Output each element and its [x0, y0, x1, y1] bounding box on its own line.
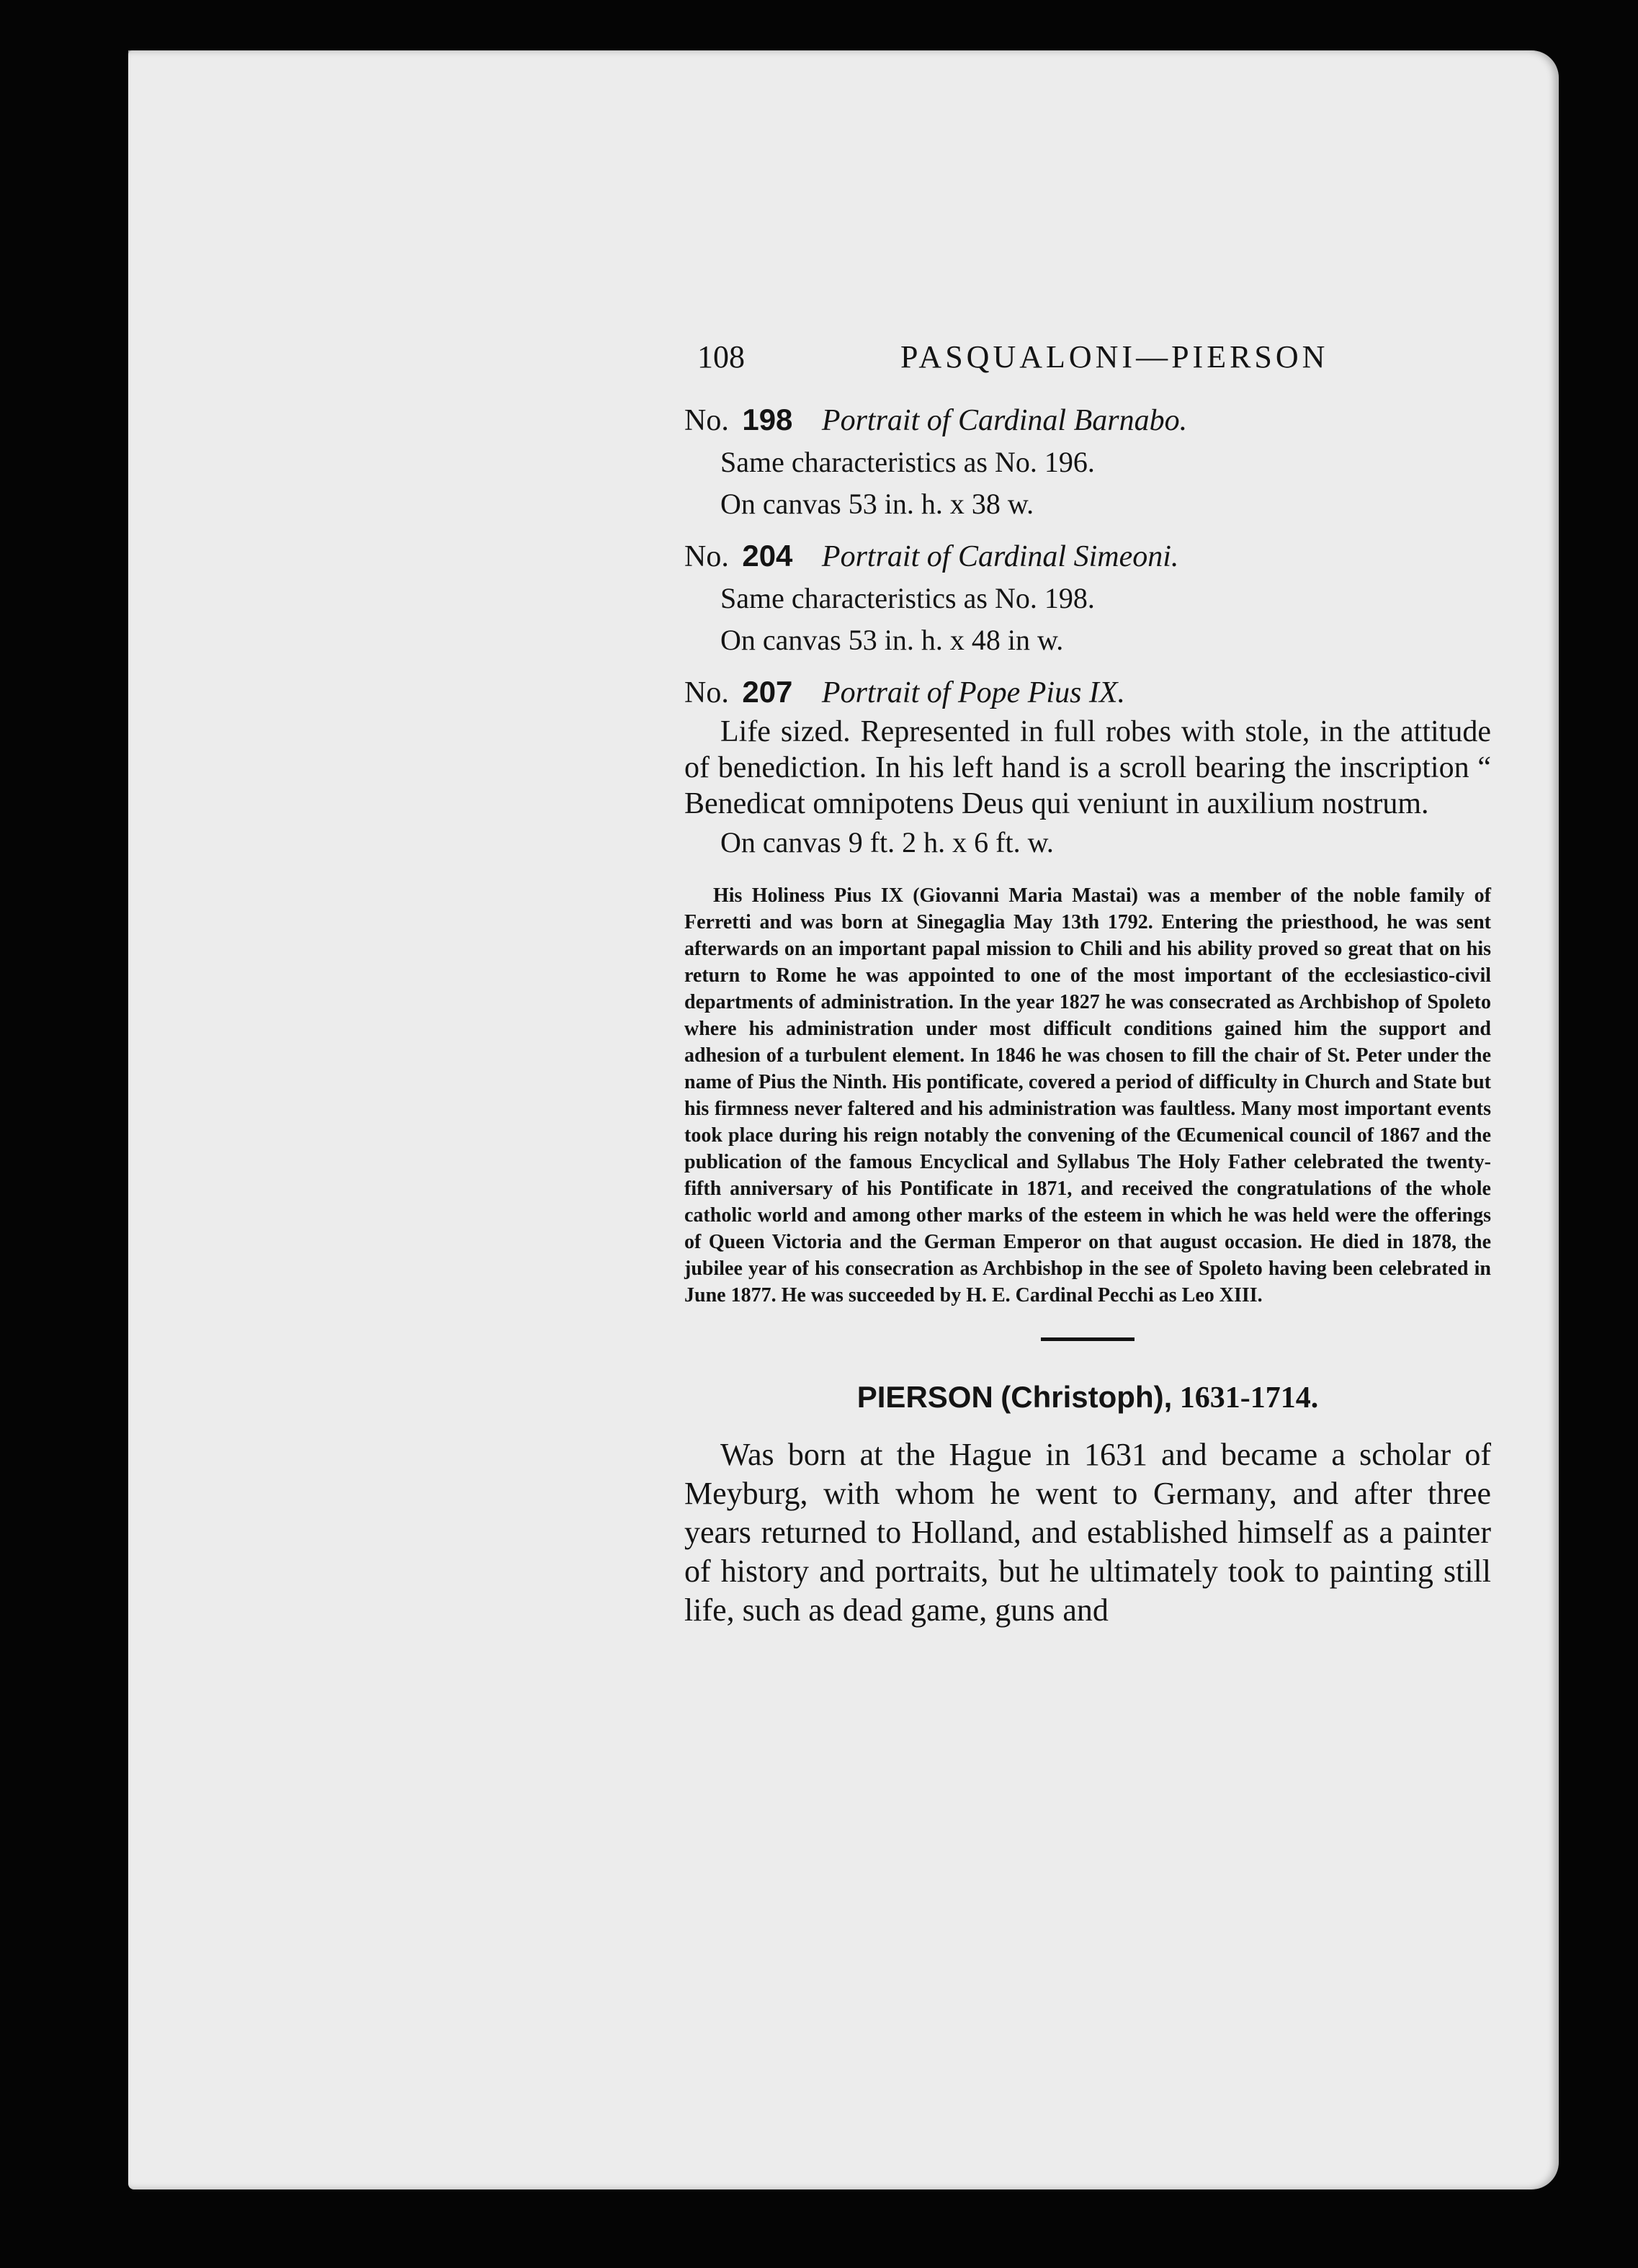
artist-name: PIERSON	[856, 1380, 993, 1414]
page-number: 108	[697, 339, 745, 375]
entry-line: Same characteristics as No. 196.	[720, 446, 1095, 478]
entry-line: On canvas 53 in. h. x 48 in w.	[720, 624, 1064, 656]
entry-canvas-size: On canvas 9 ft. 2 h. x 6 ft. w.	[720, 826, 1054, 859]
artist-given-name: (Christoph),	[1001, 1380, 1173, 1414]
section-heading	[684, 1380, 1491, 1415]
entry-heading	[684, 671, 1491, 714]
catalogue-entry-198	[684, 399, 1491, 525]
entry-number: 207	[742, 675, 793, 709]
running-title: PASQUALONI—PIERSON	[900, 339, 1329, 375]
entry-no-label: No.	[684, 540, 729, 573]
section-divider	[1041, 1337, 1134, 1341]
entry-number: 204	[742, 539, 793, 573]
entry-no-label: No.	[684, 404, 729, 437]
page-content	[684, 339, 1491, 1630]
entry-title: Portrait of Pope Pius IX.	[821, 676, 1126, 709]
entry-title: Portrait of Cardinal Simeoni.	[821, 540, 1179, 573]
entry-line: On canvas 53 in. h. x 38 w.	[720, 488, 1034, 520]
entry-no-label: No.	[684, 676, 729, 709]
entry-number: 198	[742, 403, 793, 436]
entry-heading	[684, 399, 1491, 442]
artist-dates: 1631-1714.	[1179, 1381, 1319, 1415]
running-head	[684, 339, 1491, 389]
catalogue-entry-207	[684, 671, 1491, 864]
biography-note: His Holiness Pius IX (Giovanni Maria Mastai) was a member of the noble family of Ferretti and was born at Sinegaglia May 13th 1792. Entering the priesthood, he was sent afterwards on an important papal mission to Chili and his ability proved so great that on his return to Rome he was appointed to one of the most important of the ecclesiastico-civil departments of administration. In the year 1827 he was consecrated as Archbishop of Spoleto where his administration under most difficult conditions gained him the support and adhesion of a turbulent element. In 1846 he was chosen to fill the chair of St. Peter under the name of Pius the Ninth. His pontificate, covered a period of difficulty in Church and State but his firmness never faltered and his administration was faultless. Many most important events took place during his reign notably the convening of the Œcumenical council of 1867 and the publication of the famous Encyclical and Syllabus The Holy Father celebrated the twenty-fifth anniversary of his Pontificate in 1871, and received the congratulations of the whole catholic world and among other marks of the esteem in which he was held were the offerings of Queen Victoria and the German Emperor on that august occasion. He died in 1878, the jubilee year of his consecration as Archbishop in the see of Spoleto having been celebrated in June 1877. He was succeeded by H. E. Cardinal Pecchi as Leo XIII.	[684, 884, 1491, 1306]
entry-heading	[684, 535, 1491, 578]
artist-biography: Was born at the Hague in 1631 and became a scholar of Meyburg, with whom he went to Germany, and after three years returned to Holland, and established himself as a painter of history and portraits, but he ultimately took to painting still life, such as dead game, guns and	[684, 1437, 1491, 1628]
entry-line: Same characteristics as No. 198.	[720, 582, 1095, 614]
entry-title: Portrait of Cardinal Barnabo.	[821, 404, 1188, 437]
entry-description: Life sized. Represented in full robes with stole, in the attitude of benediction. In his left hand is a scroll bearing the inscription “ Benedicat omnipotens Deus qui veniunt in auxilium nostrum.	[684, 715, 1491, 820]
catalogue-entry-204	[684, 535, 1491, 661]
